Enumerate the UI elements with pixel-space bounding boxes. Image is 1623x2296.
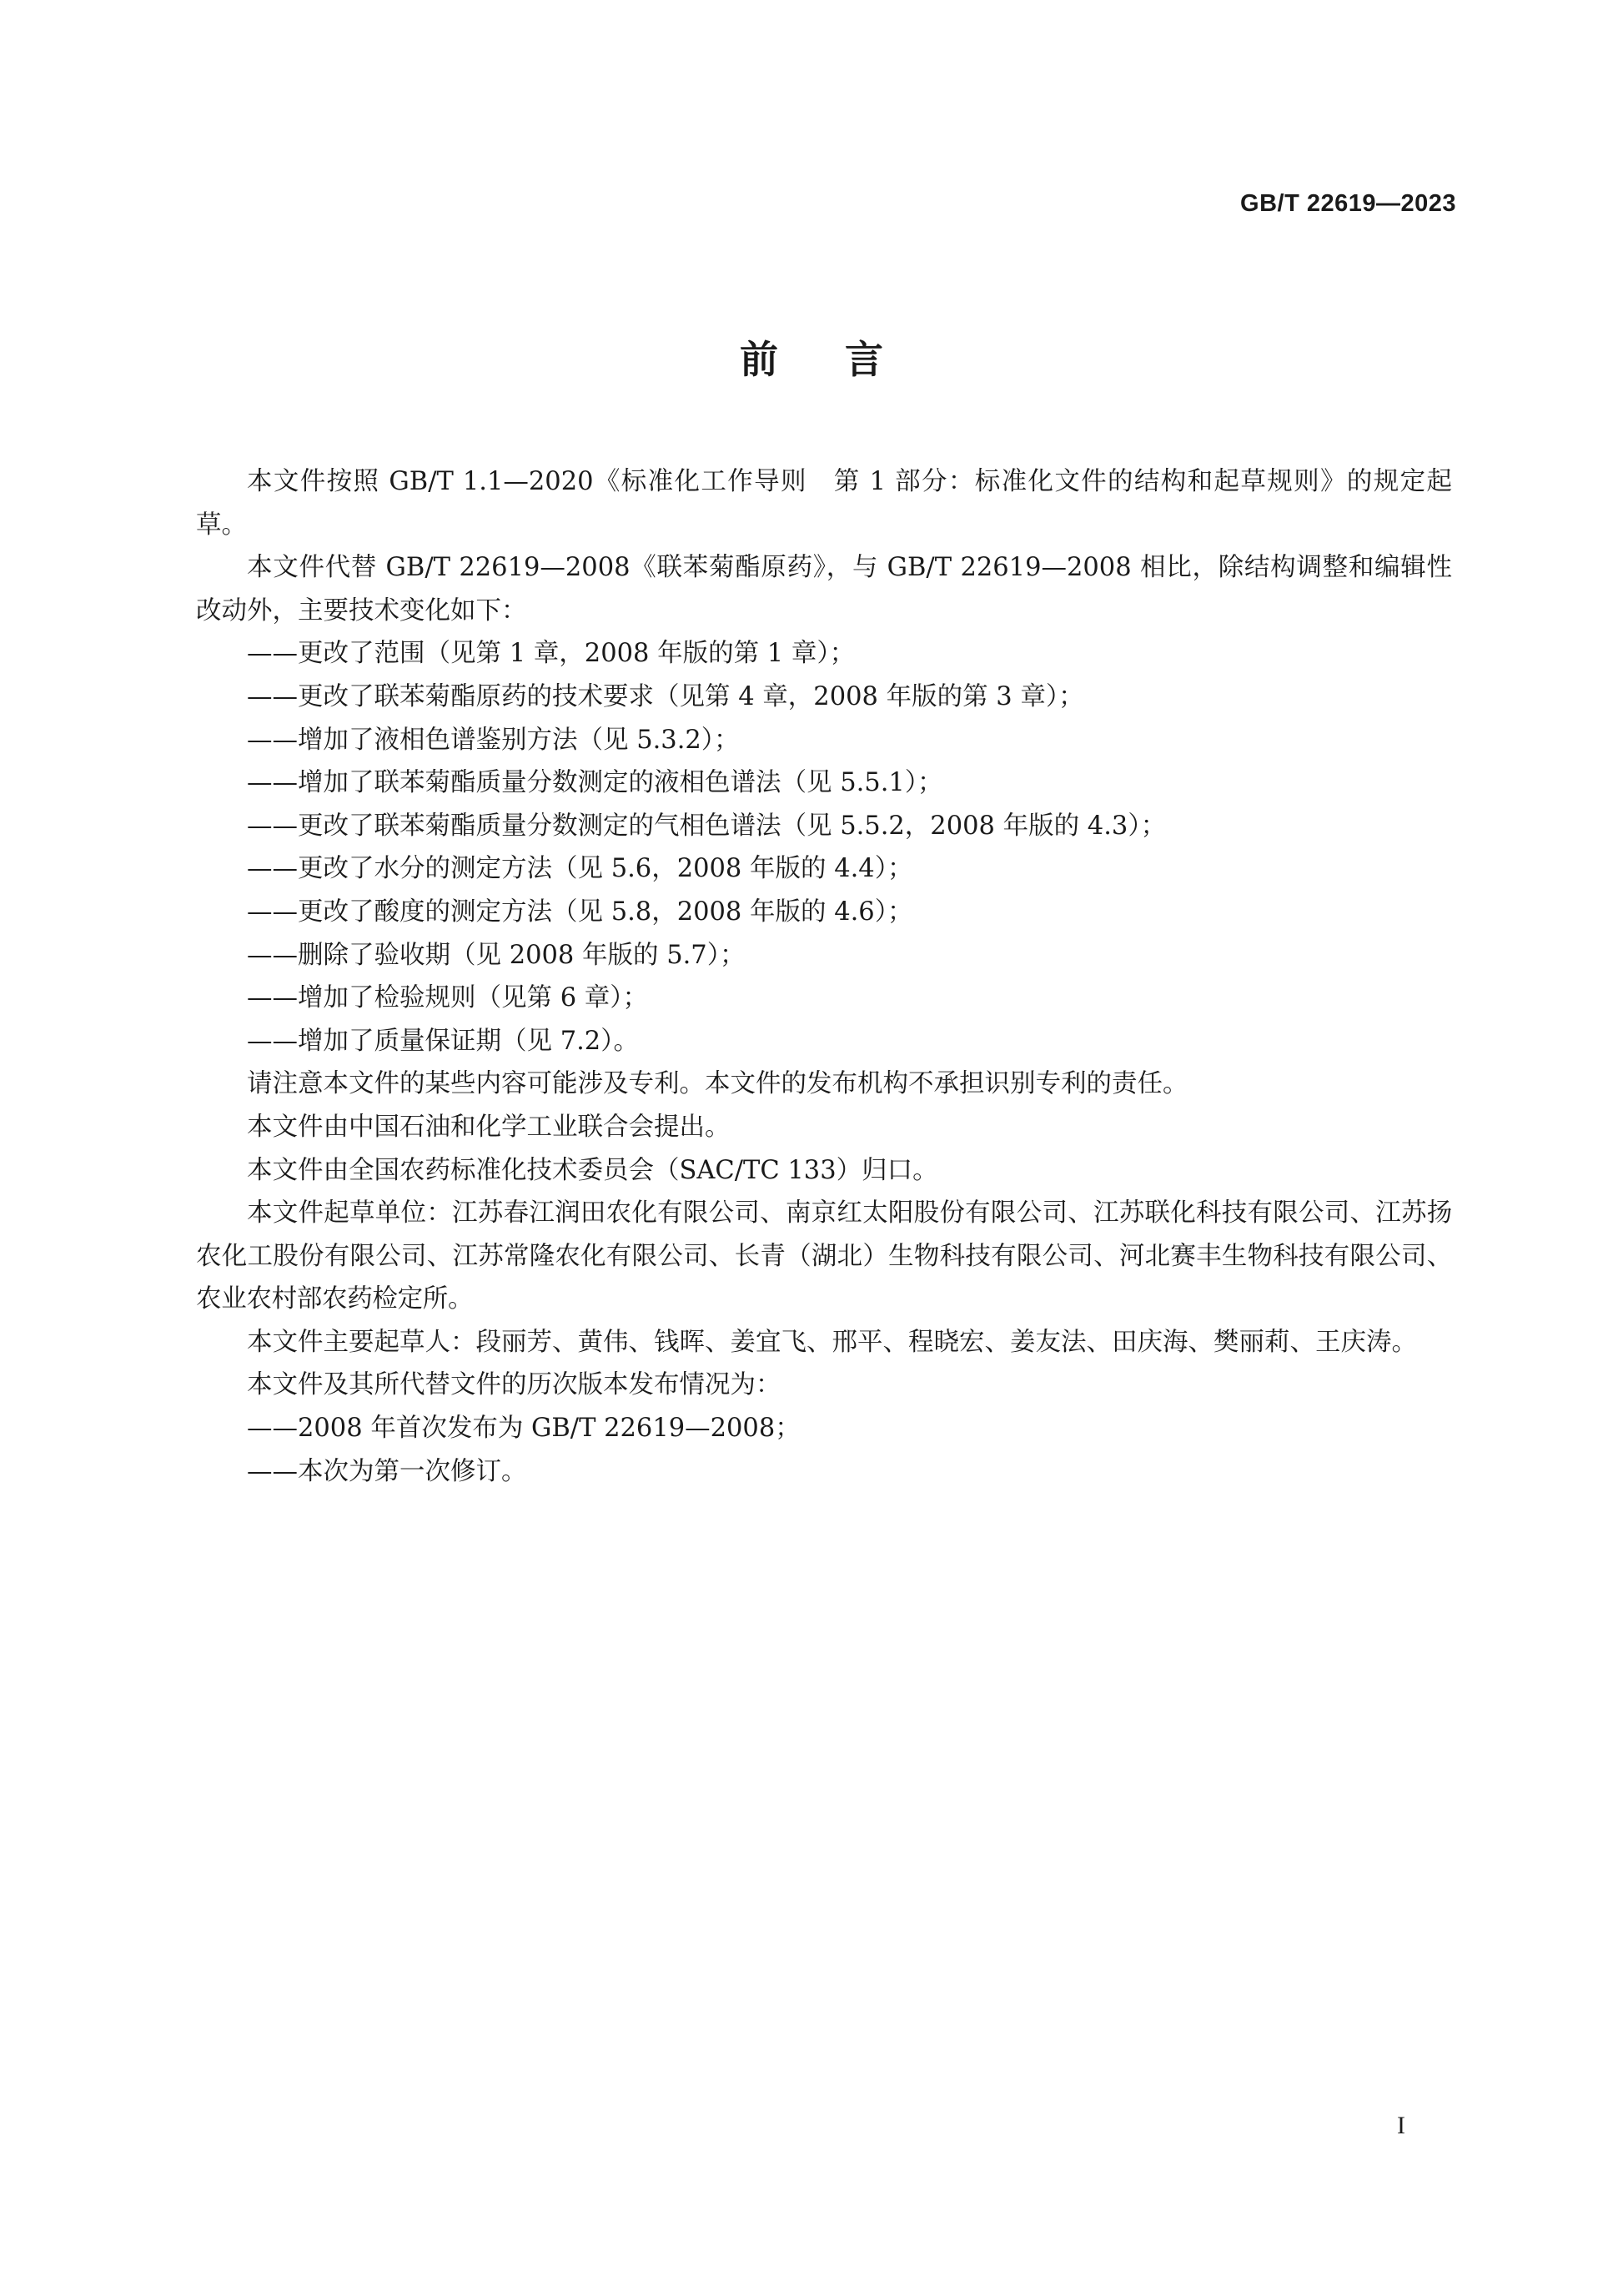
paragraph-patent-notice: 请注意本文件的某些内容可能涉及专利。本文件的发布机构不承担识别专利的责任。 [247, 1069, 1188, 1099]
page-number: I [1397, 2112, 1405, 2139]
change-item: ——更改了联苯菊酯原药的技术要求（见第 4 章，2008 年版的第 3 章）； [247, 681, 1084, 711]
change-item: ——更改了水分的测定方法（见 5.6，2008 年版的 4.4）； [247, 854, 913, 884]
change-item: ——更改了范围（见第 1 章，2008 年版的第 1 章）； [247, 639, 856, 669]
document-code: GB/T 22619—2023 [1240, 190, 1456, 217]
paragraph-replacement: 本文件代替 GB/T 22619—2008《联苯菊酯原药》，与 GB/T 22619—2008 相比，除结构调整和编辑性改动外，主要技术变化如下： [196, 553, 1452, 625]
paragraph-drafters: 本文件主要起草人：段丽芳、黄伟、钱晖、姜宜飞、邢平、程晓宏、姜友法、田庆海、樊丽莉、王庆涛。 [247, 1327, 1417, 1357]
change-item: ——增加了质量保证期（见 7.2）。 [247, 1026, 639, 1056]
change-item: ——更改了酸度的测定方法（见 5.8，2008 年版的 4.6）； [247, 897, 913, 927]
foreword-body [196, 460, 1452, 1493]
paragraph-proposer: 本文件由中国石油和化学工业联合会提出。 [247, 1112, 731, 1142]
paragraph-technical-committee: 本文件由全国农药标准化技术委员会（SAC/TC 133）归口。 [247, 1155, 938, 1185]
paragraph-version-history: 本文件及其所代替文件的历次版本发布情况为： [247, 1370, 781, 1400]
change-item: ——增加了联苯菊酯质量分数测定的液相色谱法（见 5.5.1）； [247, 768, 943, 798]
history-item: ——2008 年首次发布为 GB/T 22619—2008； [247, 1414, 801, 1444]
paragraph-drafting-units: 本文件起草单位：江苏春江润田农化有限公司、南京红太阳股份有限公司、江苏联化科技有限公司、江苏扬农化工股份有限公司、江苏常隆农化有限公司、长青（湖北）生物科技有限公司、河北赛丰生物科技有限公司、农业农村部农药检定所。 [196, 1198, 1452, 1314]
page-title: 前言 [740, 337, 950, 382]
change-item: ——增加了液相色谱鉴别方法（见 5.3.2）； [247, 725, 740, 755]
history-item: ——本次为第一次修订。 [247, 1456, 527, 1486]
change-item: ——删除了验收期（见 2008 年版的 5.7）； [247, 940, 746, 970]
change-item: ——更改了联苯菊酯质量分数测定的气相色谱法（见 5.5.2，2008 年版的 4.3）； [247, 811, 1167, 841]
change-item: ——增加了检验规则（见第 6 章）； [247, 983, 649, 1013]
paragraph-drafting-rules: 本文件按照 GB/T 1.1—2020《标准化工作导则 第 1 部分：标准化文件的结构和起草规则》的规定起草。 [196, 467, 1452, 540]
